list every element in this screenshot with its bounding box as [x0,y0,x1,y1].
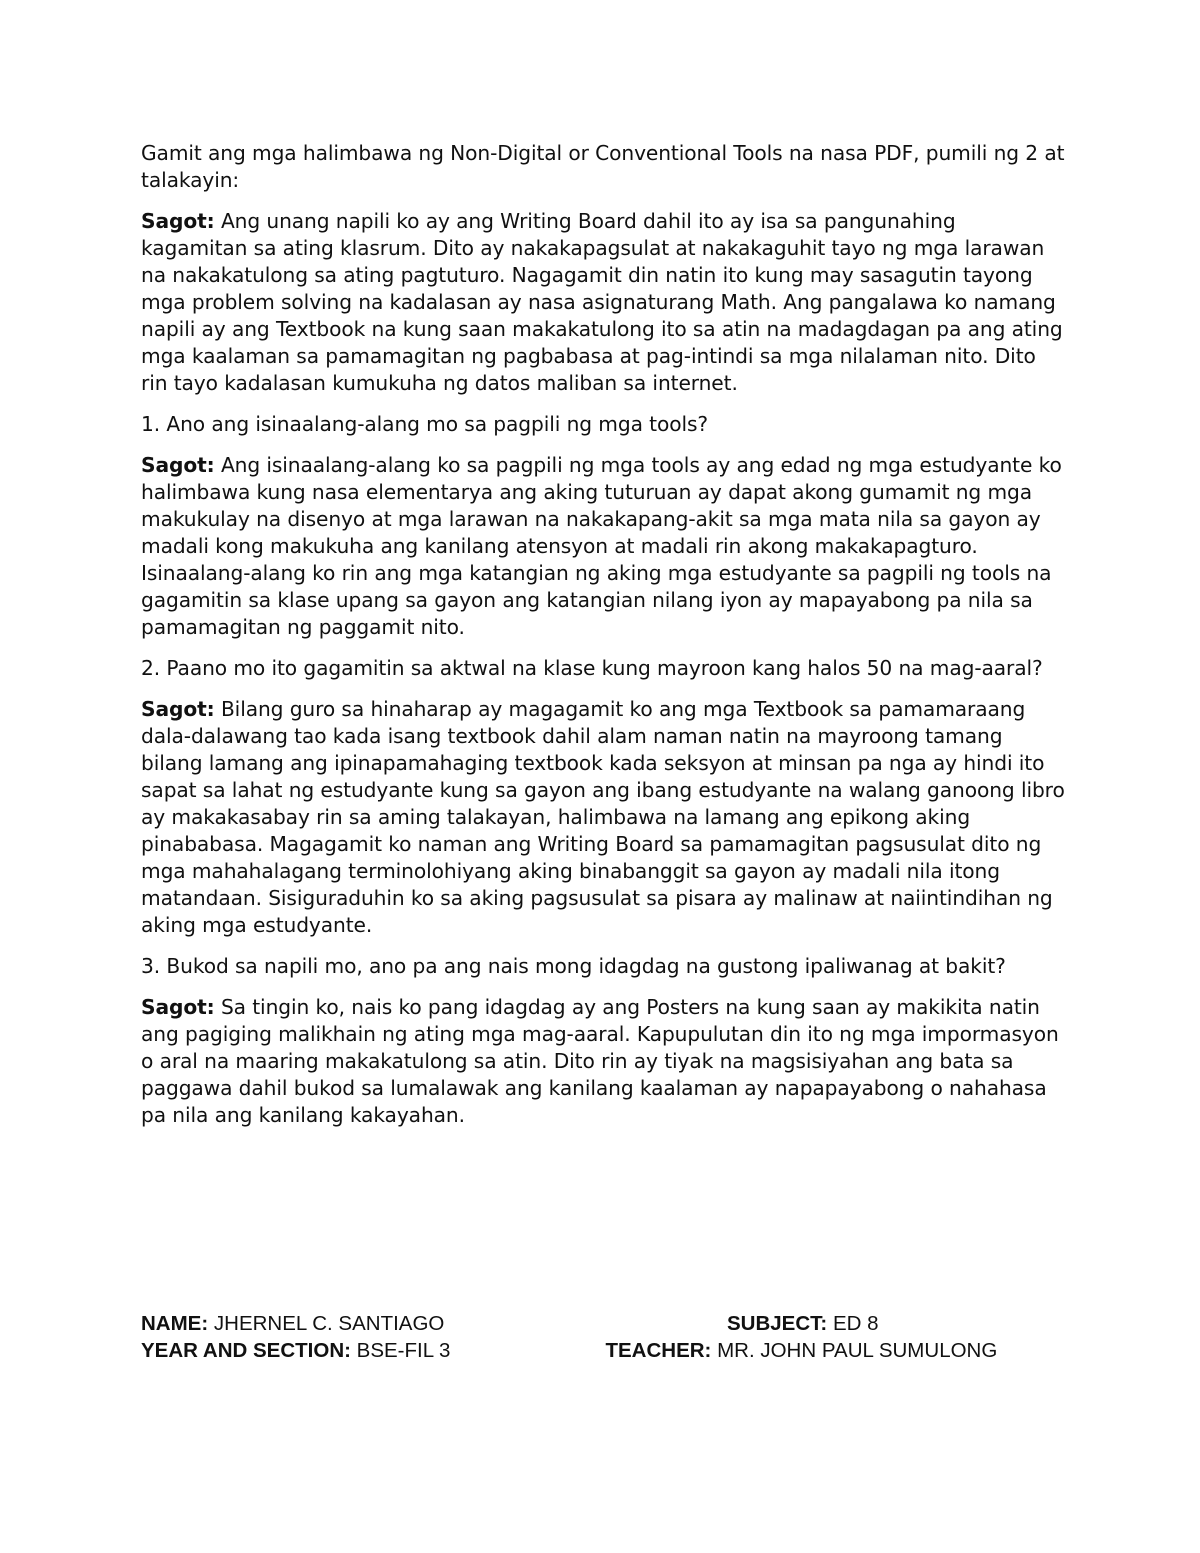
question-paragraph-3 [141,953,1066,980]
footer-row-2 [141,1337,1066,1364]
year-section-label: YEAR AND SECTION: [141,1339,351,1362]
answer-text: Bilang guro sa hinaharap ay magagamit ko ang mga Textbook sa pamamaraang dala-dalawang tao kada isang textbook dahil alam naman natin na mayroong tamang bilang lamang ang ipinapamahaging textbook kada seksyon at minsan pa nga ay hindi ito sapat sa lahat ng estudyante kung sa gayon ang ibang estudyante na walang ganoong libro ay makakasabay rin sa aming talakayan, halimbawa na lamang ang epikong aking pinababasa. Magagamit ko naman ang Writing Board sa pamamagitan pagsusulat dito ng mga mahahalagang terminolohiyang aking binabanggit sa gayon ay madali nila itong matandaan. Sisiguraduhin ko sa aking pagsusulat sa pisara ay malinaw at naiintindihan ng aking mga estudyante. [141,697,1065,937]
answer-paragraph-2 [141,696,1066,939]
name-field [141,1310,444,1337]
answer-text: Ang isinaalang-alang ko sa pagpili ng mga tools ay ang edad ng mga estudyante ko halimbawa kung nasa elementarya ang aking tuturuan ay dapat akong gumamit ng mga makukulay na disenyo at mga larawan na nakakapang-akit sa mga mata nila sa gayon ay madali kong makukuha ang kanilang atensyon at madali rin akong makakapagturo. Isinaalang-alang ko rin ang mga katangian ng aking mga estudyante sa pagpili ng tools na gagamitin sa klase upang sa gayon ang katangian nilang iyon ay mapayabong pa nila sa pamamagitan ng paggamit nito. [141,453,1062,639]
question-text: 1. Ano ang isinaalang-alang mo sa pagpili ng mga tools? [141,412,709,436]
name-value: JHERNEL C. SANTIAGO [213,1312,445,1335]
student-info-footer [141,1310,1066,1364]
answer-text: Ang unang napili ko ay ang Writing Board dahil ito ay isa sa pangunahing kagamitan sa ating klasrum. Dito ay nakakapagsulat at nakakaguhit tayo ng mga larawan na nakakatulong sa ating pagtuturo. Nagagamit din natin ito kung may sasagutin tayong mga problem solving na kadalasan ay nasa asignaturang Math. Ang pangalawa ko namang napili ay ang Textbook na kung saan makakatulong ito sa atin na madagdagan pa ang ating mga kaalaman sa pamamagitan ng pagbabasa at pag-intindi sa mga nilalaman nito. Dito rin tayo kadalasan kumukuha ng datos maliban sa internet. [141,209,1063,395]
name-label: NAME: [141,1312,209,1335]
subject-value: ED 8 [832,1312,879,1335]
intro-paragraph [141,140,1066,194]
question-text: 2. Paano mo ito gagamitin sa aktwal na klase kung mayroon kang halos 50 na mag-aaral? [141,656,1043,680]
answer-paragraph-1 [141,452,1066,641]
question-paragraph-2 [141,655,1066,682]
intro-text: Gamit ang mga halimbawa ng Non-Digital or Conventional Tools na nasa PDF, pumili ng 2 at talakayin: [141,141,1065,192]
answer-label: Sagot: [141,697,215,721]
teacher-label: TEACHER: [605,1339,712,1362]
question-paragraph-1 [141,411,1066,438]
year-section-value: BSE-FIL 3 [356,1339,451,1362]
answer-label: Sagot: [141,995,215,1019]
answer-paragraph-3 [141,994,1066,1129]
answer-paragraph-0 [141,208,1066,397]
subject-field [727,1310,879,1337]
answer-text: Sa tingin ko, nais ko pang idagdag ay ang Posters na kung saan ay makikita natin ang pagiging malikhain ng ating mga mag-aaral. Kapupulutan din ito ng mga impormasyon o aral na maaring makakatulong sa atin. Dito rin ay tiyak na magsisiyahan ang bata sa paggawa dahil bukod sa lumalawak ang kanilang kaalaman ay napapayabong o nahahasa pa nila ang kanilang kakayahan. [141,995,1059,1127]
answer-label: Sagot: [141,209,215,233]
footer-row-1 [141,1310,1066,1337]
document-body [141,140,1066,1143]
answer-label: Sagot: [141,453,215,477]
teacher-value: MR. JOHN PAUL SUMULONG [717,1339,998,1362]
subject-label: SUBJECT: [727,1312,828,1335]
question-text: 3. Bukod sa napili mo, ano pa ang nais mong idagdag na gustong ipaliwanag at bakit? [141,954,1006,978]
